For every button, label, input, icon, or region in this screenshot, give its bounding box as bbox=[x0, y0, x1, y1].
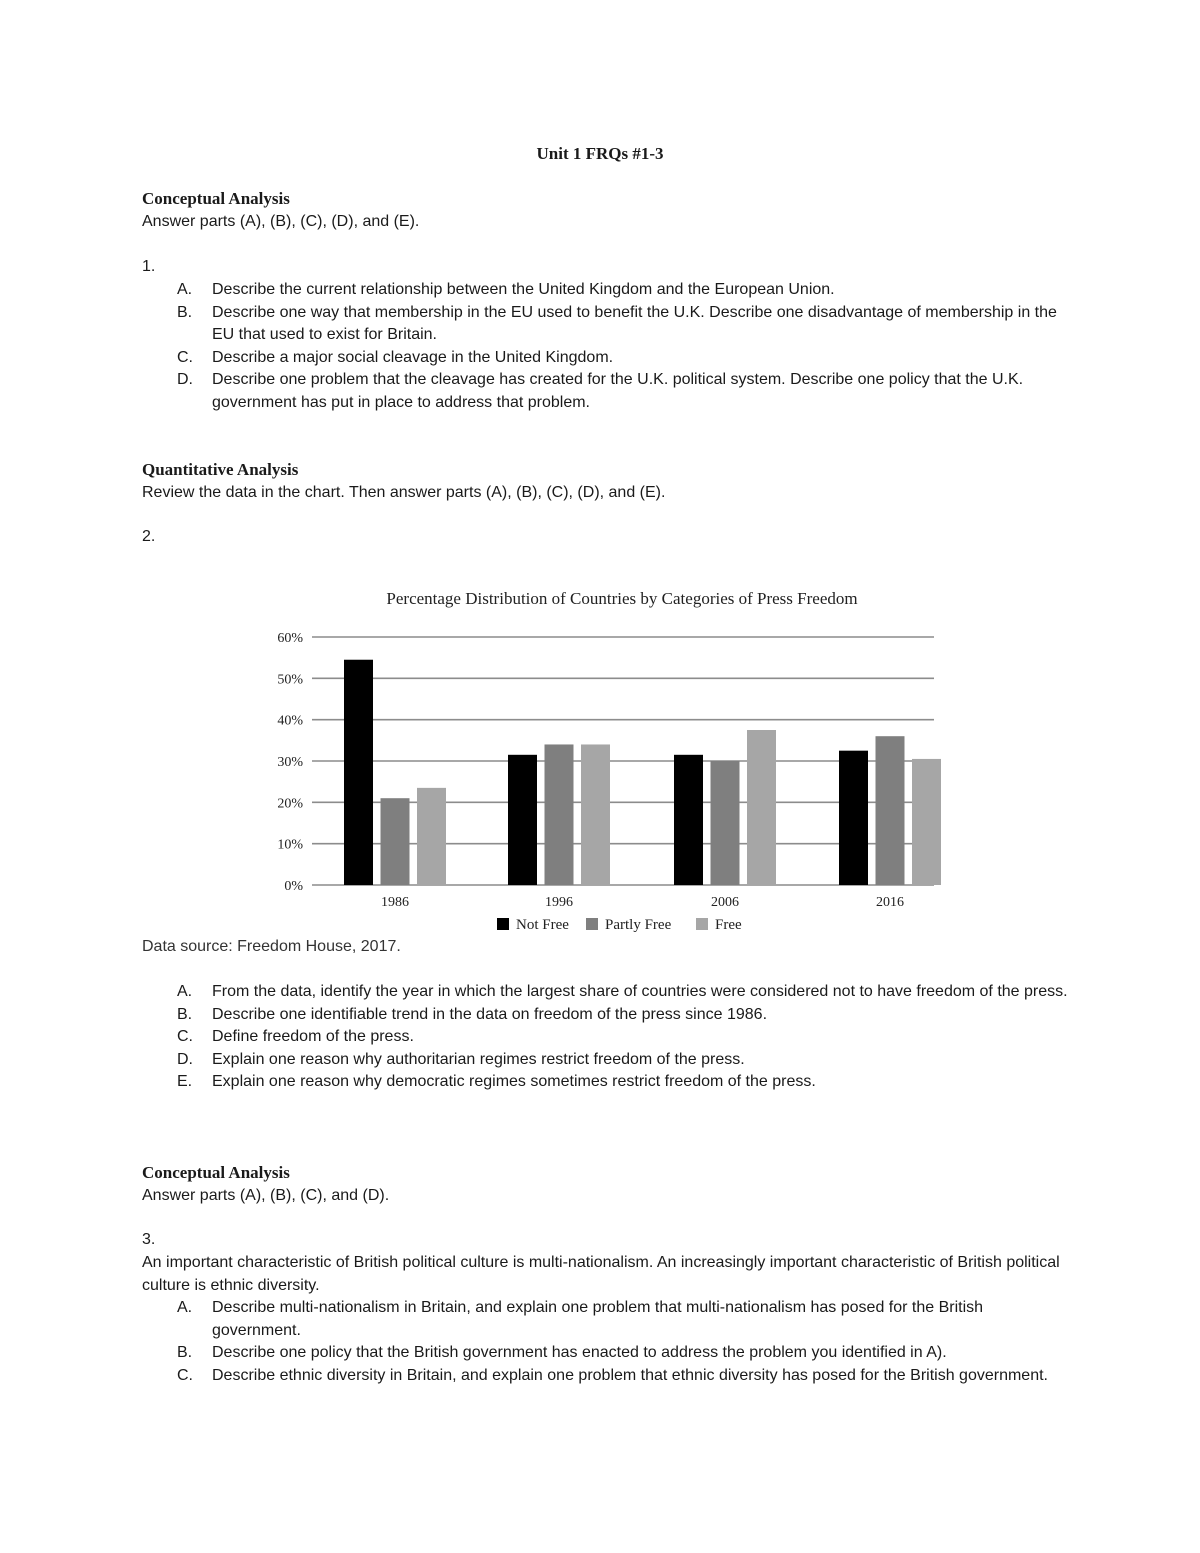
bar bbox=[674, 755, 703, 885]
item-label: D. bbox=[177, 371, 193, 388]
bar bbox=[417, 788, 446, 885]
list-item bbox=[142, 1004, 1072, 1027]
x-tick-label: 2006 bbox=[711, 895, 739, 910]
item-text: Describe one way that membership in the EU used to benefit the U.K. Describe one disadvantage of membership in the EU that used to exist for Britain. bbox=[212, 303, 1057, 343]
y-tick-label: 60% bbox=[277, 631, 303, 646]
legend-swatch bbox=[497, 918, 509, 930]
bar bbox=[839, 751, 868, 885]
item-label: D. bbox=[177, 1050, 193, 1068]
bar bbox=[912, 759, 941, 885]
bar bbox=[876, 736, 905, 885]
bar bbox=[711, 761, 740, 885]
y-tick-label: 0% bbox=[284, 879, 303, 894]
item-label: C. bbox=[177, 1366, 193, 1384]
item-label: B. bbox=[177, 1005, 193, 1023]
question-1-number: 1. bbox=[142, 258, 156, 275]
bar bbox=[747, 730, 776, 885]
bar bbox=[344, 660, 373, 885]
item-text: Explain one reason why authoritarian regimes restrict freedom of the press. bbox=[212, 1050, 745, 1068]
item-text: Describe one identifiable trend in the data on freedom of the press since 1986. bbox=[212, 1005, 768, 1023]
item-label: A. bbox=[177, 1299, 193, 1316]
bar bbox=[581, 744, 610, 885]
item-text: Describe the current relationship between the United Kingdom and the European Union. bbox=[212, 281, 835, 298]
question-2-number: 2. bbox=[142, 528, 156, 545]
list-item bbox=[142, 1365, 1072, 1388]
item-text: Describe multi-nationalism in Britain, and explain one problem that multi-nationalism has posed for the British government. bbox=[212, 1299, 984, 1339]
x-tick-label: 1996 bbox=[545, 895, 573, 910]
item-label: E. bbox=[177, 1073, 193, 1090]
item-label: B. bbox=[177, 1344, 193, 1361]
question-3-parts bbox=[142, 1297, 1072, 1387]
chart-bars bbox=[344, 660, 941, 885]
item-label: B. bbox=[177, 303, 193, 321]
question-2-parts bbox=[142, 981, 1072, 1094]
chart-source: Data source: Freedom House, 2017. bbox=[142, 938, 401, 955]
section1-instructions: Answer parts (A), (B), (C), (D), and (E). bbox=[142, 213, 420, 230]
chart-legend bbox=[497, 917, 742, 933]
section3-heading: Conceptual Analysis bbox=[142, 1163, 290, 1182]
legend-label: Partly Free bbox=[605, 917, 672, 933]
x-tick-label: 1986 bbox=[381, 895, 409, 910]
legend-swatch bbox=[696, 918, 708, 930]
item-label: A. bbox=[177, 281, 193, 298]
item-label: A. bbox=[177, 983, 193, 1000]
chart-title: Percentage Distribution of Countries by Categories of Press Freedom bbox=[386, 589, 858, 608]
item-text: Describe one policy that the British government has enacted to address the problem you identified in A). bbox=[212, 1344, 947, 1361]
section3-instructions: Answer parts (A), (B), (C), and (D). bbox=[142, 1187, 390, 1204]
item-text: Explain one reason why democratic regimes sometimes restrict freedom of the press. bbox=[212, 1073, 816, 1090]
chart-x-axis bbox=[381, 895, 904, 910]
legend-swatch bbox=[586, 918, 598, 930]
question-3-intro: An important characteristic of British political culture is multi-nationalism. An increasingly important characteristic of British political culture is ethnic diversity. bbox=[142, 1254, 1060, 1294]
y-tick-label: 10% bbox=[277, 837, 303, 853]
bar bbox=[381, 798, 410, 885]
page-title: Unit 1 FRQs #1-3 bbox=[536, 144, 664, 163]
section1-heading: Conceptual Analysis bbox=[142, 189, 290, 208]
y-tick-label: 50% bbox=[277, 672, 303, 688]
list-item bbox=[142, 1049, 1072, 1072]
chart-y-axis bbox=[277, 631, 303, 894]
item-label: C. bbox=[177, 348, 193, 366]
bar bbox=[545, 744, 574, 885]
section2-instructions: Review the data in the chart. Then answer parts (A), (B), (C), (D), and (E). bbox=[142, 484, 666, 501]
item-text: Describe one problem that the cleavage has created for the U.K. political system. Describe one policy that the U.K. government has put in place to address that problem. bbox=[212, 371, 1024, 411]
y-tick-label: 30% bbox=[277, 755, 303, 770]
x-tick-label: 2016 bbox=[876, 895, 904, 910]
legend-label: Not Free bbox=[516, 917, 569, 933]
item-label: C. bbox=[177, 1028, 193, 1045]
bar bbox=[508, 755, 537, 885]
list-item bbox=[142, 1071, 1072, 1094]
question-3-number: 3. bbox=[142, 1231, 156, 1248]
y-tick-label: 40% bbox=[277, 713, 303, 729]
y-tick-label: 20% bbox=[277, 796, 303, 812]
list-item bbox=[142, 1297, 1072, 1342]
section2-heading: Quantitative Analysis bbox=[142, 460, 299, 479]
legend-label: Free bbox=[715, 917, 742, 933]
list-item bbox=[142, 1342, 1072, 1365]
item-text: Describe ethnic diversity in Britain, and explain one problem that ethnic diversity has posed for the British government. bbox=[212, 1366, 1048, 1384]
item-text: From the data, identify the year in which the largest share of countries were considered not to have freedom of the press. bbox=[212, 983, 1068, 1000]
list-item bbox=[142, 981, 1072, 1004]
item-text: Define freedom of the press. bbox=[212, 1028, 414, 1045]
item-text: Describe a major social cleavage in the United Kingdom. bbox=[212, 348, 614, 366]
list-item bbox=[142, 1026, 1072, 1049]
